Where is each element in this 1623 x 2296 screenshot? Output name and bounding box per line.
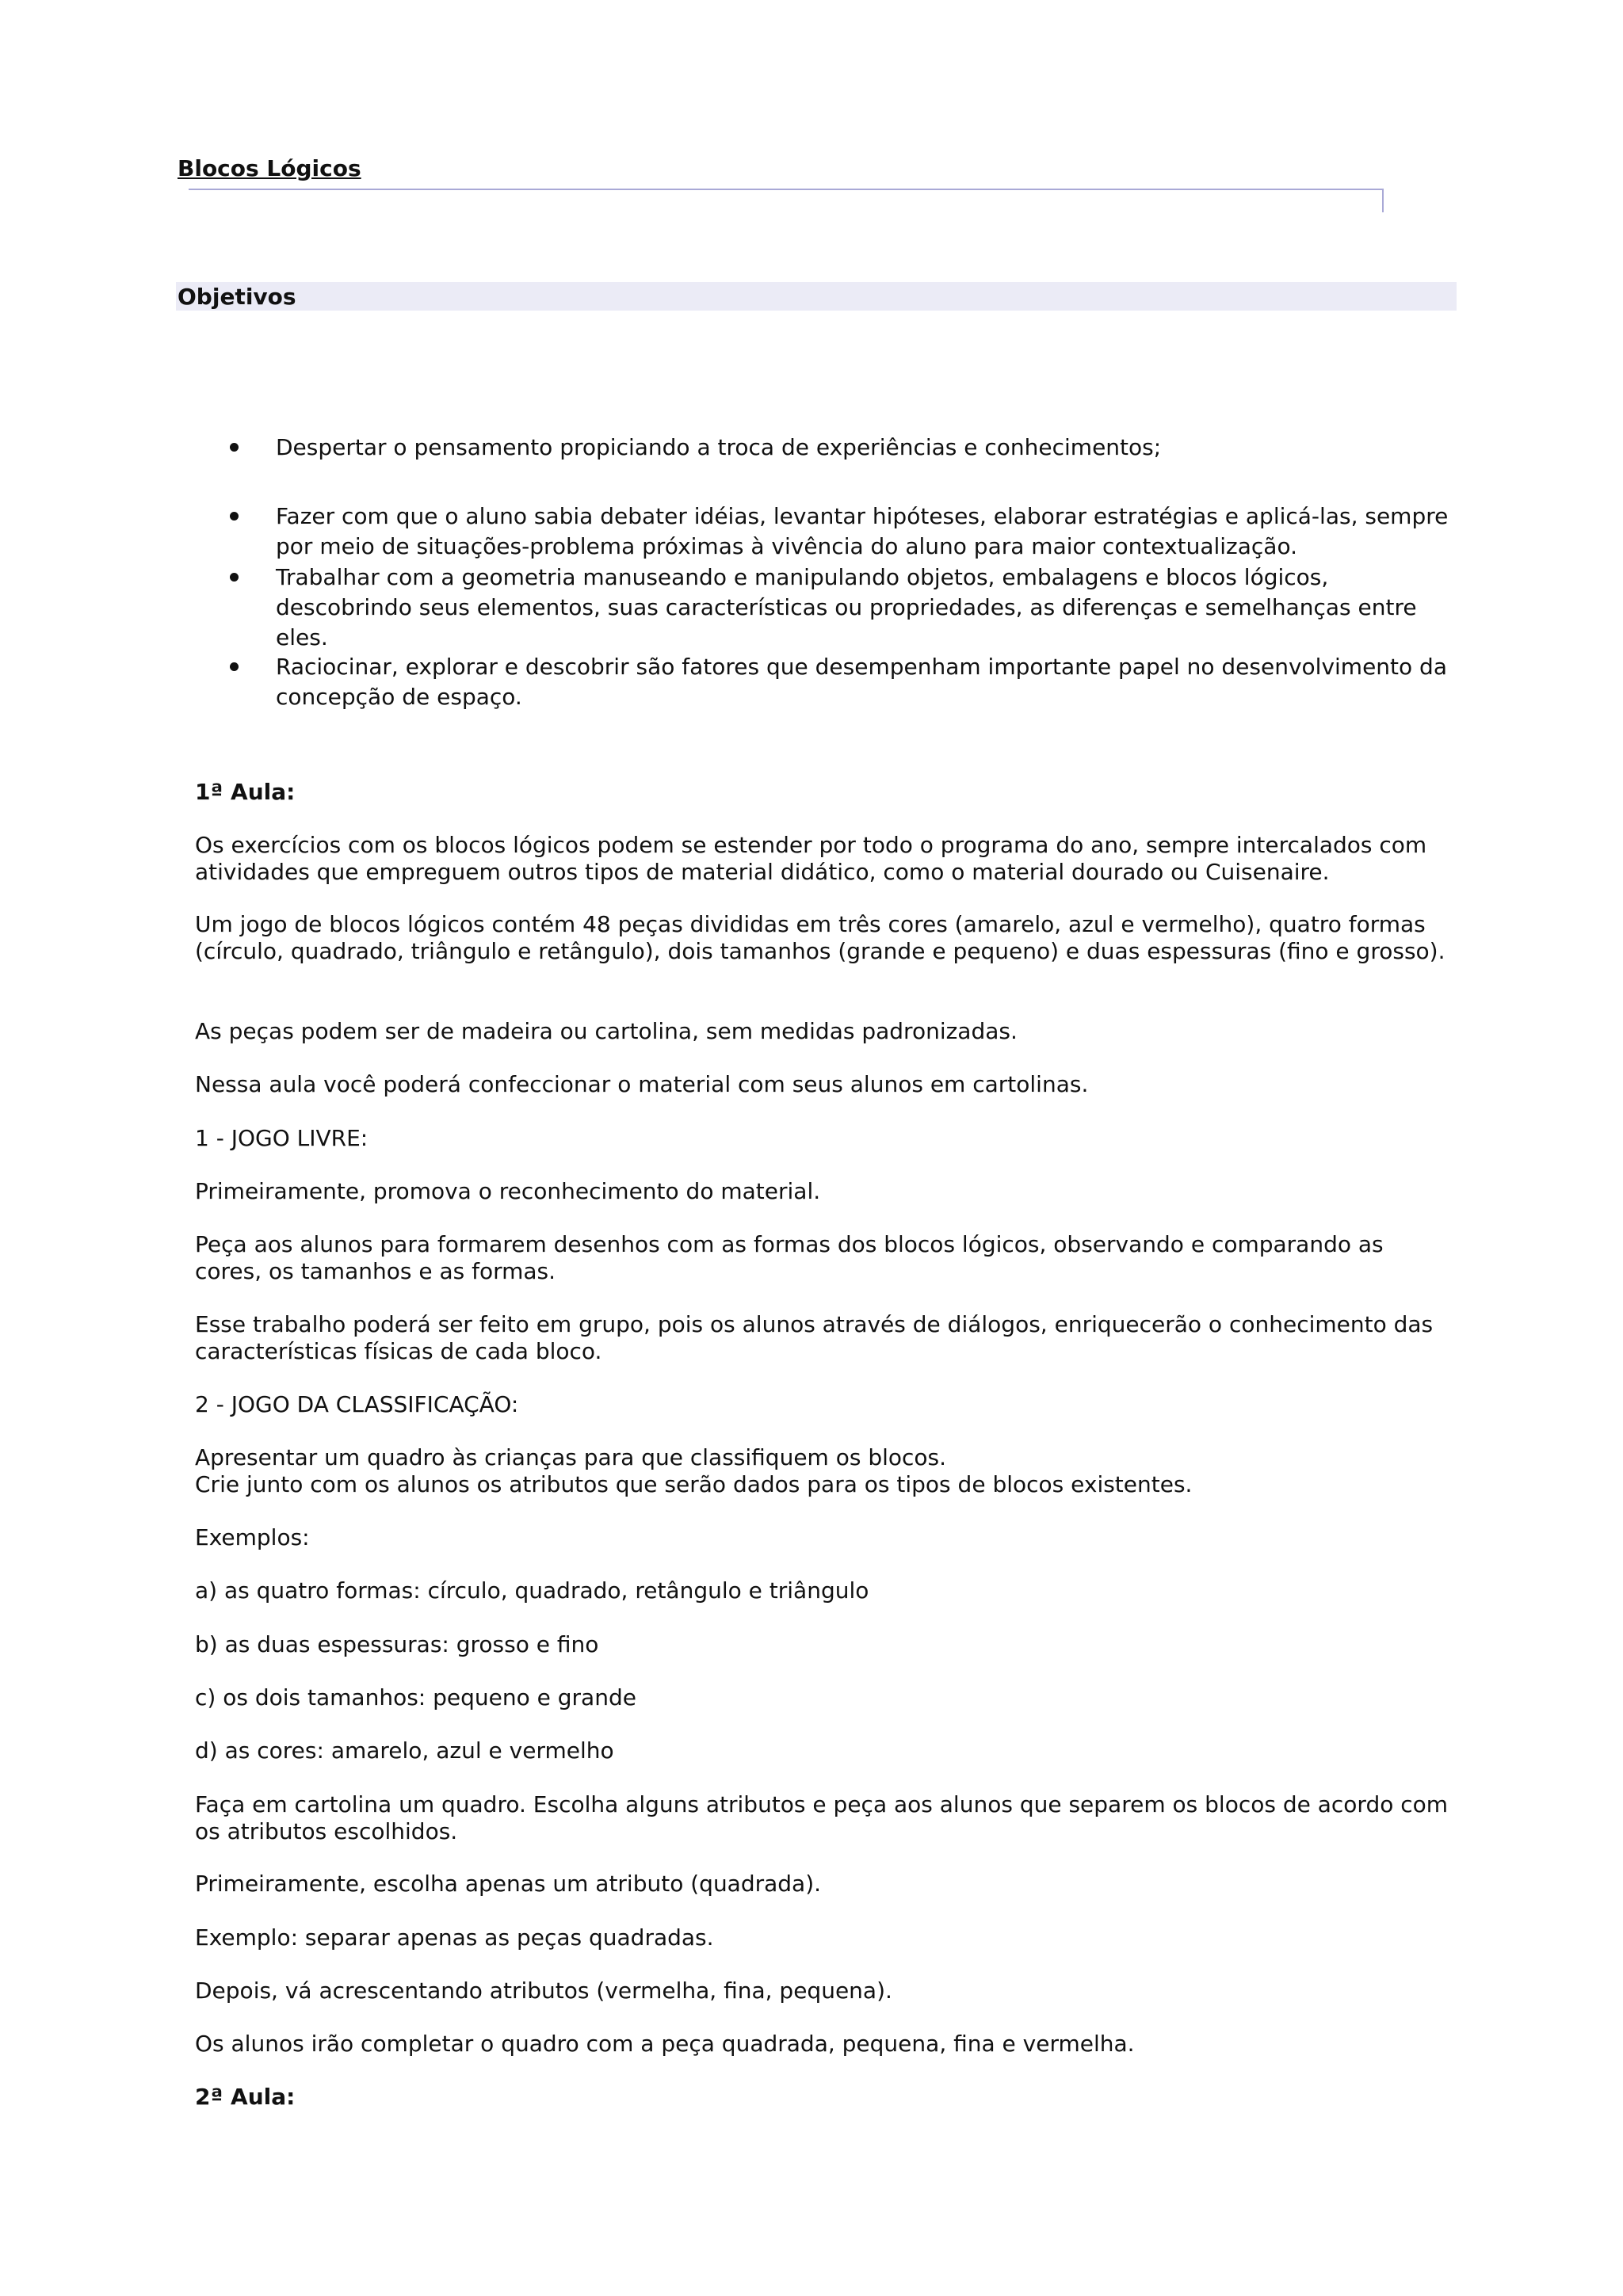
lesson-2-heading: 2ª Aula:	[195, 2084, 296, 2110]
list-item: Despertar o pensamento propiciando a troca de experiências e conhecimentos;	[276, 433, 1449, 463]
title-divider	[189, 189, 1384, 212]
section-title: Objetivos	[178, 284, 296, 310]
paragraph: Apresentar um quadro às crianças para que classifiquem os blocos.	[195, 1444, 947, 1470]
example-item: b) as duas espessuras: grosso e fino	[195, 1631, 599, 1657]
subheading-jogo-classificacao: 2 - JOGO DA CLASSIFICAÇÃO:	[195, 1391, 519, 1417]
paragraph: Nessa aula você poderá confeccionar o material com seus alunos em cartolinas.	[195, 1071, 1089, 1097]
paragraph: Os alunos irão completar o quadro com a peça quadrada, pequena, fina e vermelha.	[195, 2031, 1135, 2057]
paragraph: Esse trabalho poderá ser feito em grupo, pois os alunos através de diálogos, enriquecerão o conhecimento das características físicas de cada bloco.	[195, 1311, 1434, 1364]
subheading-jogo-livre: 1 - JOGO LIVRE:	[195, 1125, 369, 1151]
paragraph: Faça em cartolina um quadro. Escolha alguns atributos e peça aos alunos que separem os blocos de acordo com os atributos escolhidos.	[195, 1791, 1449, 1844]
paragraph: Peça aos alunos para formarem desenhos com as formas dos blocos lógicos, observando e comparando as cores, os tamanhos e as formas.	[195, 1231, 1384, 1284]
section-header-objetivos	[176, 282, 1457, 311]
paragraph: Depois, vá acrescentando atributos (vermelha, fina, pequena).	[195, 1978, 892, 2004]
example-item: c) os dois tamanhos: pequeno e grande	[195, 1684, 636, 1711]
example-item: a) as quatro formas: círculo, quadrado, retângulo e triângulo	[195, 1577, 869, 1604]
paragraph: Os exercícios com os blocos lógicos podem se estender por todo o programa do ano, sempre intercalados com atividades que empreguem outros tipos de material didático, como o material dourado ou Cuisenaire.	[195, 832, 1427, 885]
paragraph: Exemplos:	[195, 1524, 310, 1550]
list-item: Fazer com que o aluno sabia debater idéias, levantar hipóteses, elaborar estratégias e aplicá-las, sempre por meio de situações-problema próximas à vivência do aluno para maior contextualização.	[276, 502, 1449, 562]
paragraph: Crie junto com os alunos os atributos que serão dados para os tipos de blocos existentes.	[195, 1471, 1193, 1497]
list-item: Raciocinar, explorar e descobrir são fatores que desempenham importante papel no desenvolvimento da concepção de espaço.	[276, 652, 1449, 712]
example-item: d) as cores: amarelo, azul e vermelho	[195, 1737, 614, 1764]
list-item: Trabalhar com a geometria manuseando e manipulando objetos, embalagens e blocos lógicos, descobrindo seus elementos, suas características ou propriedades, as diferenças e semelhanças entre eles.	[276, 563, 1449, 653]
paragraph: Primeiramente, escolha apenas um atributo (quadrada).	[195, 1871, 822, 1897]
paragraph: Exemplo: separar apenas as peças quadradas.	[195, 1924, 714, 1951]
paragraph: As peças podem ser de madeira ou cartolina, sem medidas padronizadas.	[195, 1018, 1018, 1044]
lesson-1-heading: 1ª Aula:	[195, 779, 296, 805]
paragraph: Primeiramente, promova o reconhecimento do material.	[195, 1178, 821, 1204]
paragraph: Um jogo de blocos lógicos contém 48 peças divididas em três cores (amarelo, azul e vermelho), quatro formas (círculo, quadrado, triângulo e retângulo), dois tamanhos (grande e pequeno) e duas espessuras (fino e grosso).	[195, 911, 1445, 964]
document-title: Blocos Lógicos	[178, 155, 361, 181]
